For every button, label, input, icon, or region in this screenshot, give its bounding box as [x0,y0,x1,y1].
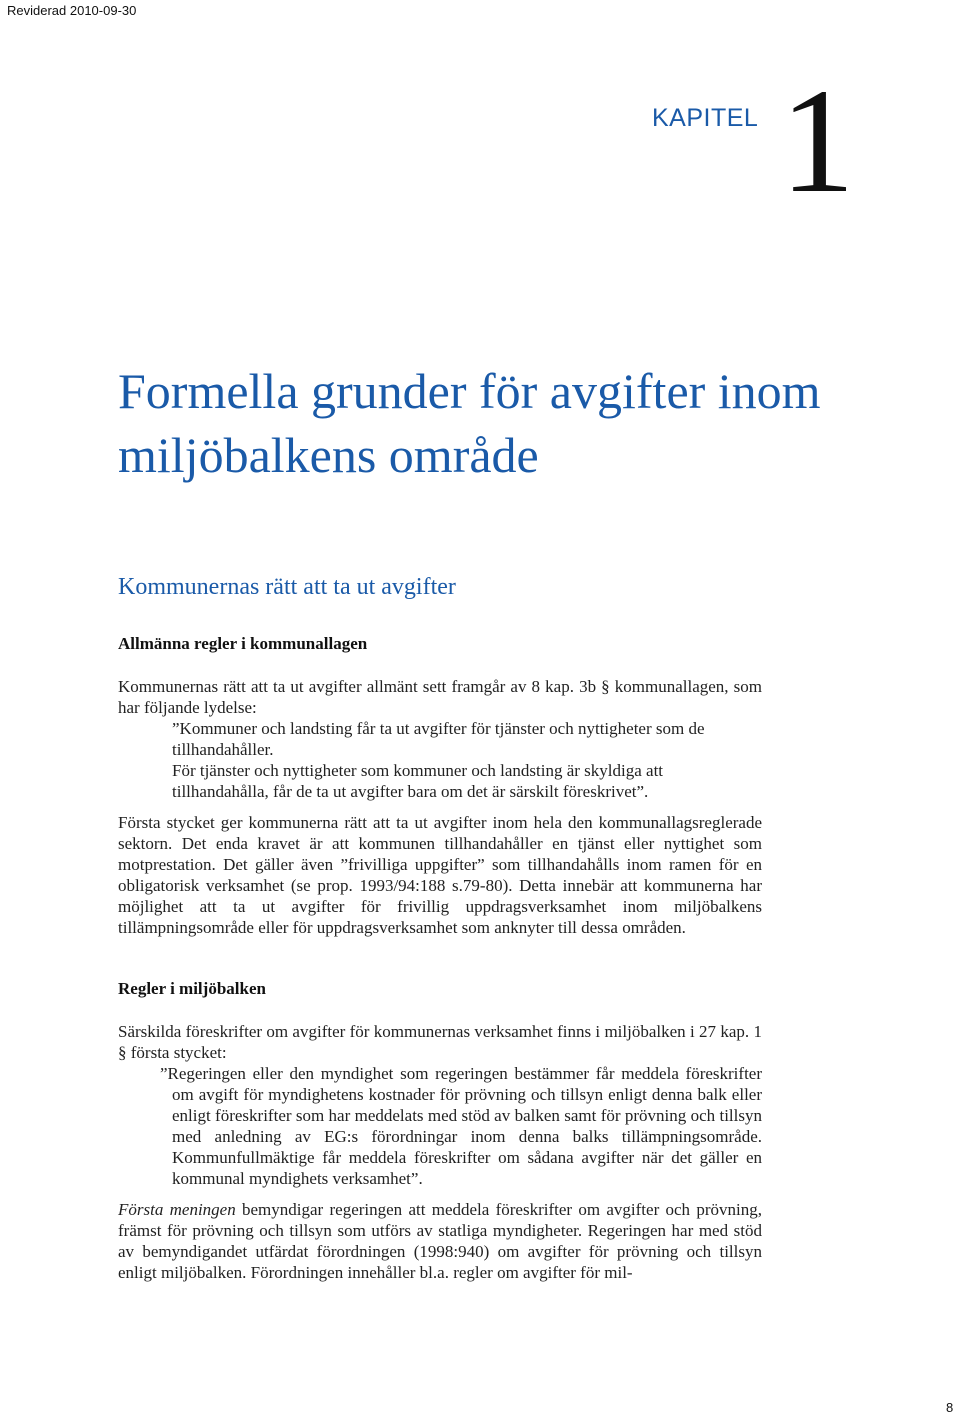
paragraph-body-miljobalken-text: bemyndigar regeringen att meddela föreskrifter om avgifter och prövning, främst för prövning och tillsyn som utförs av statliga myndigheter. Regeringen har med stöd av bemyndigandet utfärdat förordningen (1998:940) om avgifter för prövning och tillsyn enligt miljöbalken. Förordningen innehåller bl.a. regler om avgifter för mil- [118,1200,762,1282]
page-number: 8 [946,1400,954,1415]
chapter-number: 1 [780,58,855,224]
revision-date: Reviderad 2010-09-30 [7,3,137,18]
quote-kommunallagen-2: För tjänster och nyttigheter som kommuner och landsting är skyldiga att tillhandahålla, får de ta ut avgifter bara om det är särskilt föreskrivet”. [172,761,664,801]
page-title: Formella grunder för avgifter inom miljöbalkens område [118,363,821,483]
paragraph-intro-miljobalken: Särskilda föreskrifter om avgifter för kommunernas verksamhet finns i miljöbalken i 27 kap. 1 § första stycket: [118,1022,762,1062]
subheading-miljobalken: Regler i miljöbalken [118,979,266,998]
paragraph-body-miljobalken [118,1199,762,1283]
subheading-kommunallagen: Allmänna regler i kommunallagen [118,634,368,653]
quote-kommunallagen-1 [160,718,762,760]
section-title: Kommunernas rätt att ta ut avgifter [118,574,456,600]
emphasis-forsta-meningen: Första meningen [118,1200,236,1219]
paragraph-body-kommunallagen: Första stycket ger kommunerna rätt att ta ut avgifter inom hela den kommunallagsreglerade sektorn. Det enda kravet är att kommunen tillhandahåller en tjänst eller nyttighet som motprestation. Det gäller även ”frivilliga uppgifter” som tillhandahålls inom ramen för en obligatorisk verksamhet (se prop. 1993/94:188 s.79-80). Detta innebär att kommunerna har möjlighet att ta ut avgifter för frivillig uppdragsverksamhet inom miljöbalkens tillämpningsområde eller för uppdragsverksamhet som anknyter till dessa områden. [118,813,762,937]
quote-kommunallagen-1-text: ”Kommuner och landsting får ta ut avgifter för tjänster och nyttigheter som de tillhandahåller. [172,719,705,759]
paragraph-intro-kommunallagen: Kommunernas rätt att ta ut avgifter allmänt sett framgår av 8 kap. 3b § kommunallagen, som har följande lydelse: [118,677,762,717]
quote-miljobalken: ”Regeringen eller den myndighet som regeringen bestämmer får meddela föreskrifter om avgift för myndighetens kostnader för prövning och tillsyn enligt denna balk eller enligt föreskrifter som har meddelats med stöd av balken samt för prövning och tillsyn med anledning av EG:s förordningar inom denna balks tillämpningsområde. Kommunfullmäktige får meddela föreskrifter om sådana avgifter när det gäller en kommunal myndighets verksamhet”. [160,1064,762,1188]
chapter-label: KAPITEL [652,104,759,132]
